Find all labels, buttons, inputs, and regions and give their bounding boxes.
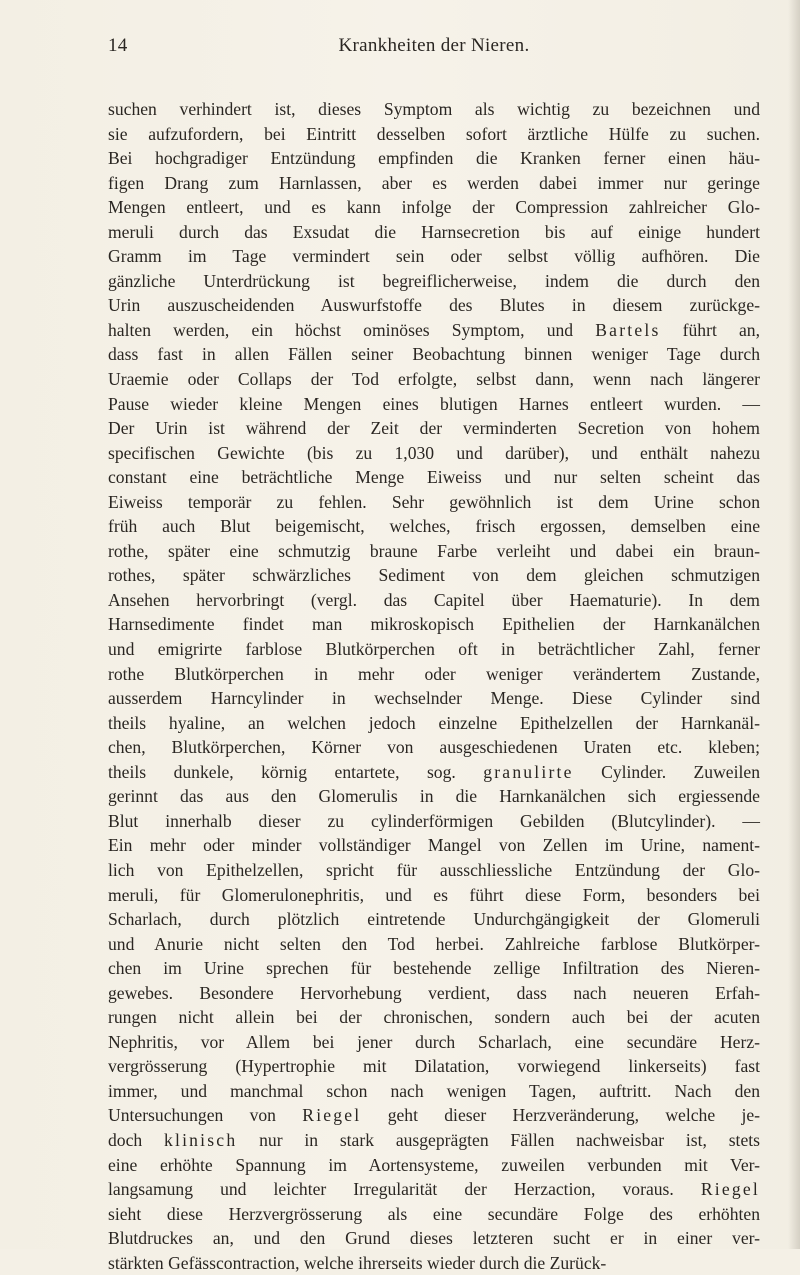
- text-segment: doch: [108, 1129, 164, 1150]
- text-line: [108, 1128, 760, 1153]
- text-segment: dass fast in allen Fällen seiner Beobachtung binnen weniger Tage durch: [108, 344, 760, 365]
- spaced-emphasis: klinisch: [164, 1129, 238, 1150]
- text-segment: Untersuchungen von: [108, 1105, 303, 1126]
- text-segment: Pause wieder kleine Mengen eines blutigen Harnes entleert wurden. —: [108, 393, 760, 414]
- spaced-emphasis: Riegel: [302, 1105, 362, 1126]
- text-segment: Urin auszuscheidenden Auswurfstoffe des Blutes in diesem zurückge-: [108, 295, 760, 316]
- text-line: [108, 612, 760, 637]
- text-segment: Blutdruckes an, und den Grund dieses letzteren sucht er in einer ver-: [108, 1228, 760, 1249]
- text-segment: chen im Urine sprechen für bestehende zellige Infiltration des Nieren-: [108, 958, 760, 979]
- text-segment: führt an,: [660, 319, 760, 340]
- text-segment: immer, und manchmal schon nach wenigen Tagen, auftritt. Nach den: [108, 1080, 760, 1101]
- text-line: [108, 97, 760, 122]
- text-line: [108, 932, 760, 957]
- text-line: [108, 269, 760, 294]
- text-line: [108, 122, 760, 147]
- text-line: [108, 784, 760, 809]
- text-line: [108, 195, 760, 220]
- text-segment: gerinnt das aus den Glomerulis in die Harnkanälchen sich ergiessende: [108, 786, 760, 807]
- text-segment: theils hyaline, an welchen jedoch einzelne Epithelzellen der Harnkanäl-: [108, 712, 760, 733]
- text-segment: gänzliche Unterdrückung ist begreiflicherweise, indem die durch den: [108, 270, 760, 291]
- text-segment: figen Drang zum Harnlassen, aber es werden dabei immer nur geringe: [108, 172, 760, 193]
- text-segment: sieht diese Herzvergrösserung als eine secundäre Folge des erhöhten: [108, 1203, 760, 1224]
- text-segment: stärkten Gefässcontraction, welche ihrerseits wieder durch die Zurück-: [108, 1252, 607, 1273]
- text-segment: Blut innerhalb dieser zu cylinderförmigen Gebilden (Blutcylinder). —: [108, 810, 760, 831]
- page-edge-shadow: [788, 0, 800, 1249]
- text-segment: nur in stark ausgeprägten Fällen nachweisbar ist, stets: [237, 1129, 760, 1150]
- text-segment: meruli, für Glomerulonephritis, und es führt diese Form, besonders bei: [108, 884, 760, 905]
- text-line: [108, 1251, 760, 1275]
- text-line: [108, 1005, 760, 1030]
- text-segment: Nephritis, vor Allem bei jener durch Scharlach, eine secundäre Herz-: [108, 1031, 760, 1052]
- text-line: [108, 514, 760, 539]
- text-line: [108, 1153, 760, 1178]
- text-segment: halten werden, ein höchst ominöses Symptom, und: [108, 319, 596, 340]
- text-line: [108, 539, 760, 564]
- text-segment: rothe Blutkörperchen in mehr oder weniger verändertem Zustande,: [108, 663, 760, 684]
- text-line: [108, 711, 760, 736]
- text-segment: chen, Blutkörperchen, Körner von ausgeschiedenen Uraten etc. kleben;: [108, 737, 760, 758]
- text-segment: ausserdem Harncylinder in wechselnder Menge. Diese Cylinder sind: [108, 688, 760, 709]
- text-line: [108, 637, 760, 662]
- body-text: [108, 97, 760, 1275]
- text-line: [108, 1226, 760, 1251]
- text-segment: geht dieser Herzveränderung, welche je-: [361, 1105, 760, 1126]
- text-line: [108, 833, 760, 858]
- text-segment: und emigrirte farblose Blutkörperchen oft in beträchtlicher Zahl, ferner: [108, 639, 760, 660]
- text-line: [108, 858, 760, 883]
- text-line: [108, 1202, 760, 1227]
- text-line: [108, 809, 760, 834]
- text-line: [108, 1079, 760, 1104]
- text-line: [108, 981, 760, 1006]
- text-segment: constant eine beträchtliche Menge Eiweiss und nur selten scheint das: [108, 467, 760, 488]
- text-segment: Der Urin ist während der Zeit der verminderten Secretion von hohem: [108, 418, 760, 439]
- text-segment: Uraemie oder Collaps der Tod erfolgte, selbst dann, wenn nach längerer: [108, 369, 760, 390]
- text-line: [108, 735, 760, 760]
- text-line: [108, 686, 760, 711]
- text-segment: suchen verhindert ist, dieses Symptom als wichtig zu bezeichnen und: [108, 99, 760, 119]
- text-segment: Cylinder. Zuweilen: [573, 761, 760, 782]
- text-line: [108, 171, 760, 196]
- text-line: [108, 367, 760, 392]
- text-line: [108, 563, 760, 588]
- text-segment: meruli durch das Exsudat die Harnsecretion bis auf einige hundert: [108, 221, 760, 242]
- text-segment: gewebes. Besondere Hervorhebung verdient, dass nach neueren Erfah-: [108, 982, 760, 1003]
- text-segment: rungen nicht allein bei der chronischen, sondern auch bei der acuten: [108, 1007, 760, 1028]
- text-line: [108, 392, 760, 417]
- text-line: [108, 416, 760, 441]
- text-segment: Gramm im Tage vermindert sein oder selbst völlig aufhören. Die: [108, 246, 760, 267]
- text-segment: vergrösserung (Hypertrophie mit Dilatation, vorwiegend linkerseits) fast: [108, 1056, 760, 1077]
- spaced-emphasis: Riegel: [700, 1179, 760, 1200]
- text-segment: Scharlach, durch plötzlich eintretende Undurchgängigkeit der Glomeruli: [108, 909, 760, 930]
- text-segment: rothe, später eine schmutzig braune Farbe verleiht und dabei ein braun-: [108, 540, 760, 561]
- text-segment: sie aufzufordern, bei Eintritt desselben sofort ärztliche Hülfe zu suchen.: [108, 123, 760, 144]
- spaced-emphasis: granulirte: [483, 761, 574, 782]
- text-line: [108, 956, 760, 981]
- text-line: [108, 760, 760, 785]
- text-segment: Eiweiss temporär zu fehlen. Sehr gewöhnlich ist dem Urine schon: [108, 491, 760, 512]
- text-segment: specifischen Gewichte (bis zu 1,030 und darüber), und enthält nahezu: [108, 442, 760, 463]
- page-number: 14: [108, 35, 128, 56]
- text-line: [108, 220, 760, 245]
- text-segment: langsamung und leichter Irregularität der Herzaction, voraus.: [108, 1179, 701, 1200]
- text-line: [108, 490, 760, 515]
- text-line: [108, 293, 760, 318]
- text-line: [108, 318, 760, 343]
- text-line: [108, 146, 760, 171]
- text-segment: lich von Epithelzellen, spricht für ausschliessliche Entzündung der Glo-: [108, 859, 760, 880]
- text-segment: früh auch Blut beigemischt, welches, frisch ergossen, demselben eine: [108, 516, 760, 537]
- text-line: [108, 1177, 760, 1202]
- text-line: [108, 441, 760, 466]
- running-title: Krankheiten der Nieren.: [338, 35, 530, 56]
- text-line: [108, 662, 760, 687]
- text-line: [108, 1030, 760, 1055]
- text-segment: Ansehen hervorbringt (vergl. das Capitel über Haematurie). In dem: [108, 589, 760, 610]
- text-segment: Bei hochgradiger Entzündung empfinden die Kranken ferner einen häu-: [108, 148, 760, 169]
- text-line: [108, 1054, 760, 1079]
- text-segment: Mengen entleert, und es kann infolge der Compression zahlreicher Glo-: [108, 197, 760, 218]
- text-segment: eine erhöhte Spannung im Aortensysteme, zuweilen verbunden mit Ver-: [108, 1154, 760, 1175]
- text-line: [108, 1103, 760, 1128]
- text-line: [108, 588, 760, 613]
- text-segment: rothes, später schwärzliches Sediment von dem gleichen schmutzigen: [108, 565, 760, 586]
- text-line: [108, 244, 760, 269]
- text-segment: theils dunkele, körnig entartete, sog.: [108, 761, 484, 782]
- running-head: [108, 35, 760, 65]
- text-segment: Harnsedimente findet man mikroskopisch Epithelien der Harnkanälchen: [108, 614, 760, 635]
- spaced-emphasis: Bartels: [595, 319, 661, 340]
- text-segment: Ein mehr oder minder vollständiger Mangel von Zellen im Urine, nament-: [108, 835, 760, 856]
- text-line: [108, 342, 760, 367]
- text-line: [108, 883, 760, 908]
- text-line: [108, 907, 760, 932]
- text-line: [108, 465, 760, 490]
- text-segment: und Anurie nicht selten den Tod herbei. Zahlreiche farblose Blutkörper-: [108, 933, 760, 954]
